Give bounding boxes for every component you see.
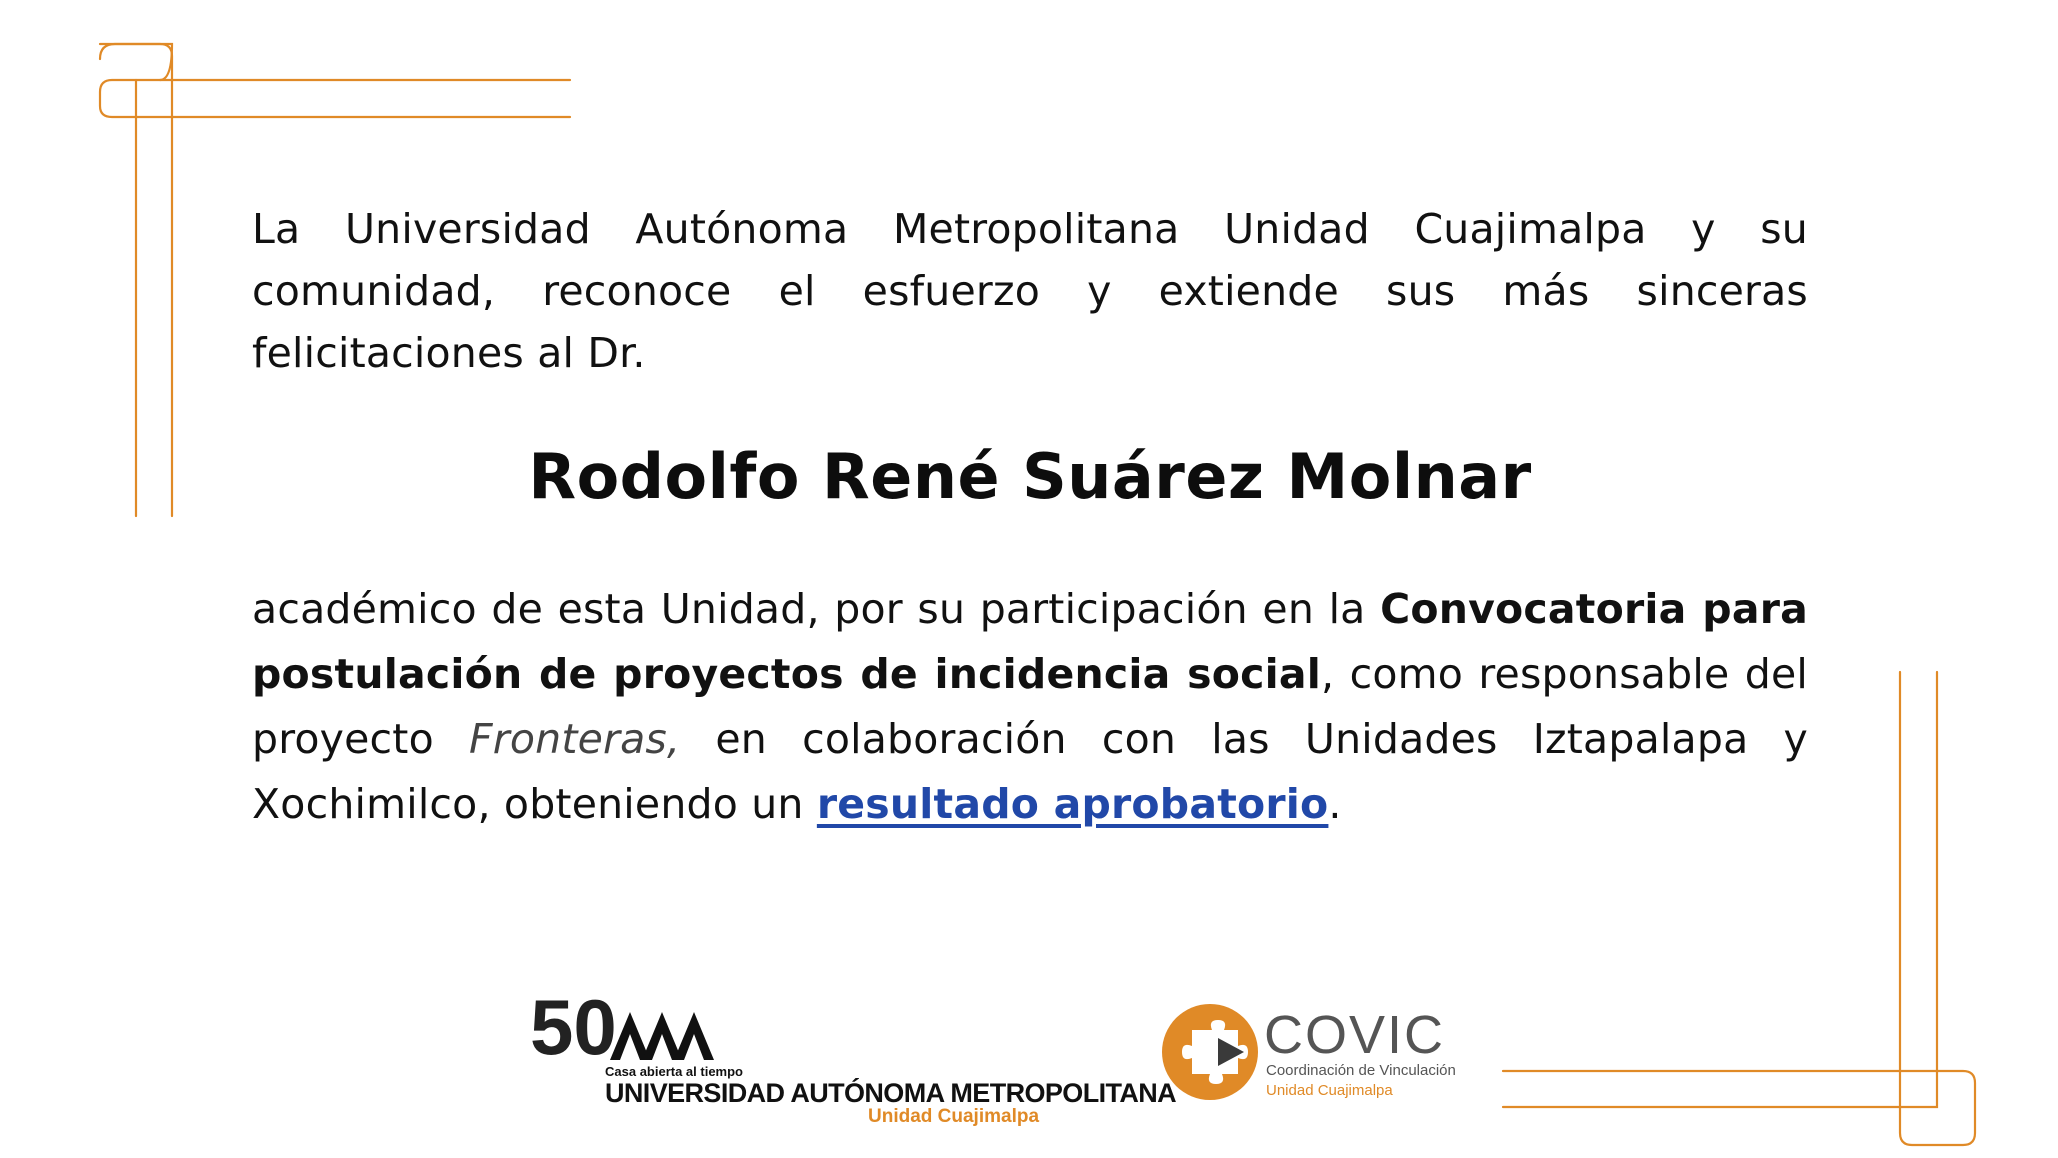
intro-paragraph: La Universidad Autónoma Metropolitana Unidad Cuajimalpa y su comunidad, reconoce el esfuerzo y extiende sus más sinceras felicitaciones al Dr. [252,205,1808,377]
uam-tagline: Casa abierta al tiempo [605,1064,743,1079]
honoree-name: Rodolfo René Suárez Molnar [528,440,1532,513]
frame-top-left-outer [100,80,570,117]
body-text-2: , como responsable del proyecto [252,650,1808,763]
project-name: Fronteras, [469,715,681,763]
covic-logo [1160,1000,1490,1110]
call-name: Convocatoria para postulación de proyectos de incidencia social [252,585,1808,698]
body-text-3: en colaboración con las Unidades Iztapalapa y Xochimilco, obteniendo un [252,715,1809,828]
covic-subtitle: Coordinación de Vinculación [1266,1062,1456,1079]
frame-top-left-inner [100,44,172,80]
result-link[interactable]: resultado aprobatorio [816,780,1329,828]
puzzle-piece-icon [1160,1000,1260,1104]
covic-name: COVIC [1264,1005,1446,1065]
uam-unit: Unidad Cuajimalpa [868,1106,1040,1127]
uam-name: UNIVERSIDAD AUTÓNOMA METROPOLITANA [605,1078,1177,1108]
body-paragraph [252,577,1808,837]
uam-number: 50 [530,983,617,1071]
uam-50-emblem-icon [530,982,730,1072]
body-text-4: . [1328,780,1342,828]
covic-unit: Unidad Cuajimalpa [1266,1082,1393,1099]
body-text-1: académico de esta Unidad, por su participación en la [252,585,1381,633]
uam-logo [530,982,1177,1128]
